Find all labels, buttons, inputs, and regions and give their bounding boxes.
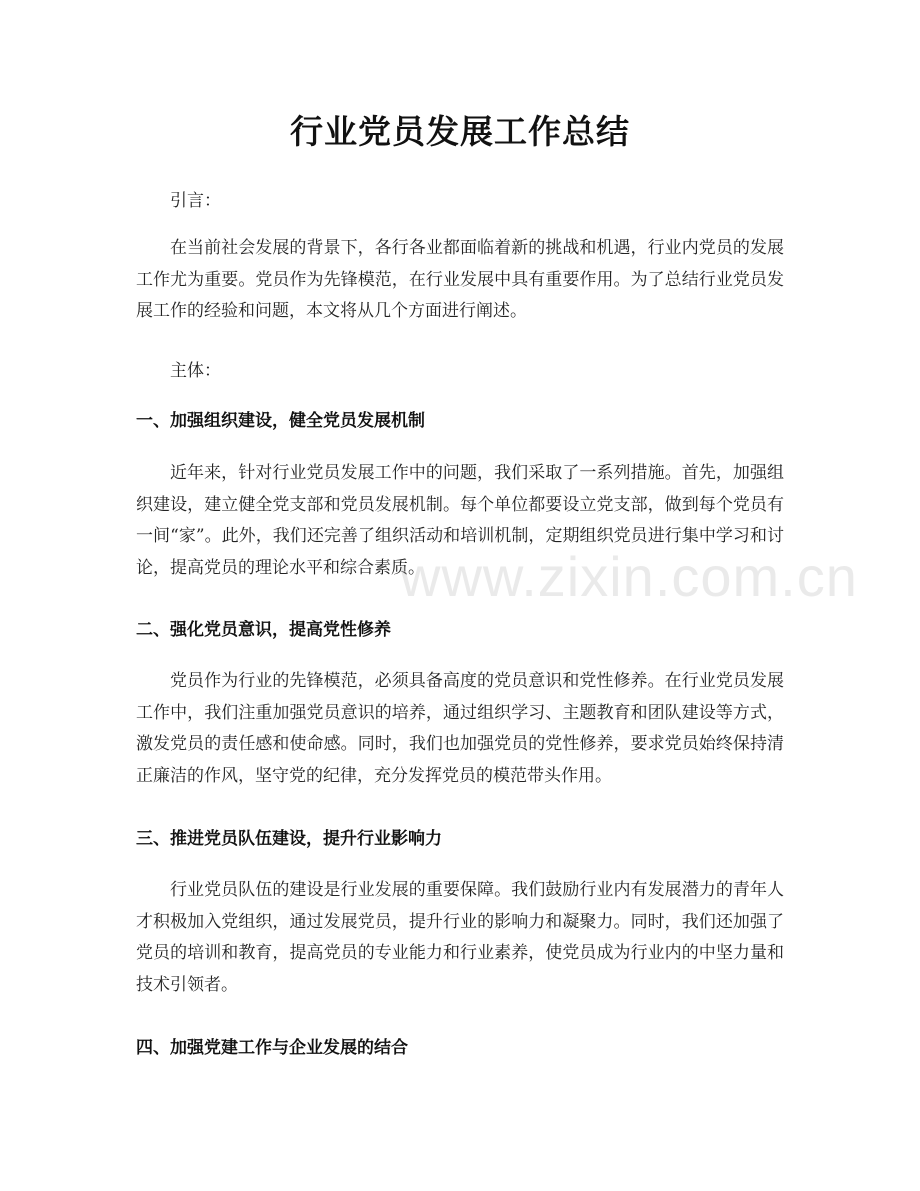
document-title: 行业党员发展工作总结 [290, 112, 630, 151]
watermark: www.zixin.com.cn [400, 545, 858, 608]
section-heading-4: 四、加强党建工作与企业发展的结合 [136, 1038, 408, 1058]
section-paragraph-2: 党员作为行业的先锋模范，必须具备高度的党员意识和党性修养。在行业党员发展工作中，我们注重加强党员意识的培养，通过组织学习、主题教育和团队建设等方式，激发党员的责任感和使命感。同时，我们也加强党员的党性修养，要求党员始终保持清正廉洁的作风，坚守党的纪律，充分发挥党员的模范带头作用。 [136, 671, 784, 786]
section-heading-1: 一、加强组织建设，健全党员发展机制 [136, 411, 425, 431]
section-heading-2: 二、强化党员意识，提高党性修养 [136, 620, 391, 640]
body-label: 主体： [170, 361, 221, 381]
intro-label: 引言： [170, 191, 221, 211]
intro-paragraph: 在当前社会发展的背景下，各行各业都面临着新的挑战和机遇，行业内党员的发展工作尤为重要。党员作为先锋模范，在行业发展中具有重要作用。为了总结行业党员发展工作的经验和问题，本文将从几个方面进行阐述。 [136, 238, 784, 321]
section-paragraph-3: 行业党员队伍的建设是行业发展的重要保障。我们鼓励行业内有发展潜力的青年人才积极加入党组织，通过发展党员，提升行业的影响力和凝聚力。同时，我们还加强了党员的培训和教育，提高党员的专业能力和行业素养，使党员成为行业内的中坚力量和技术引领者。 [136, 880, 784, 995]
section-heading-3: 三、推进党员队伍建设，提升行业影响力 [136, 829, 442, 849]
section-paragraph-1: 近年来，针对行业党员发展工作中的问题，我们采取了一系列措施。首先，加强组织建设，建立健全党支部和党员发展机制。每个单位都要设立党支部，做到每个党员有一间“家”。此外，我们还完善了组织活动和培训机制，定期组织党员进行集中学习和讨论，提高党员的理论水平和综合素质。 [136, 463, 784, 578]
